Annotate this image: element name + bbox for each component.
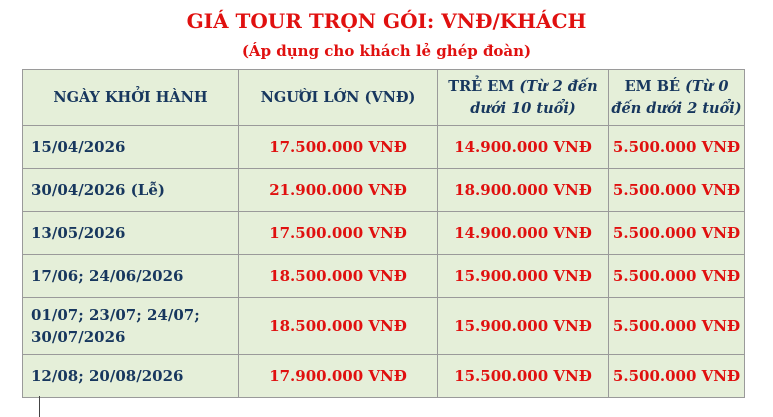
column-header-child-label: TRẺ EM (448, 77, 515, 95)
baby-price-cell: 5.500.000 VNĐ (609, 126, 745, 169)
page-subtitle: (Áp dụng cho khách lẻ ghép đoàn) (241, 42, 532, 60)
departure-date-cell: 30/04/2026 (Lễ) (23, 169, 239, 212)
price-table (22, 69, 745, 398)
page-title: GIÁ TOUR TRỌN GÓI: VNĐ/KHÁCH (186, 9, 587, 33)
child-price-cell: 14.900.000 VNĐ (438, 126, 609, 169)
table-row (23, 298, 745, 355)
table-row (23, 355, 745, 398)
baby-price-cell: 5.500.000 VNĐ (609, 355, 745, 398)
table-row (23, 126, 745, 169)
child-price-cell: 14.900.000 VNĐ (438, 212, 609, 255)
column-header-baby-label: EM BÉ (624, 77, 681, 95)
child-price-cell: 15.900.000 VNĐ (438, 298, 609, 355)
column-header-baby-note: (Từ 0 đến dưới 2 tuổi) (611, 77, 742, 117)
table-row (23, 255, 745, 298)
departure-date-cell: 17/06; 24/06/2026 (23, 255, 239, 298)
adult-price-cell: 17.900.000 VNĐ (239, 355, 438, 398)
column-header-date-label: NGÀY KHỞI HÀNH (53, 88, 208, 106)
column-header-date (23, 70, 239, 126)
departure-date-cell: 01/07; 23/07; 24/07; 30/07/2026 (23, 298, 239, 355)
departure-date-cell: 13/05/2026 (23, 212, 239, 255)
adult-price-cell: 18.500.000 VNĐ (239, 298, 438, 355)
column-header-child (438, 70, 609, 126)
baby-price-cell: 5.500.000 VNĐ (609, 169, 745, 212)
departure-date-cell: 12/08; 20/08/2026 (23, 355, 239, 398)
table-row (23, 169, 745, 212)
column-header-adult-label: NGƯỜI LỚN (VNĐ) (260, 88, 416, 106)
adult-price-cell: 18.500.000 VNĐ (239, 255, 438, 298)
child-price-cell: 15.900.000 VNĐ (438, 255, 609, 298)
column-header-baby (609, 70, 745, 126)
baby-price-cell: 5.500.000 VNĐ (609, 212, 745, 255)
baby-price-cell: 5.500.000 VNĐ (609, 298, 745, 355)
column-header-child-note: (Từ 2 đến dưới 10 tuổi) (470, 77, 598, 117)
child-price-cell: 15.500.000 VNĐ (438, 355, 609, 398)
column-header-adult (239, 70, 438, 126)
page-edge-line (39, 396, 40, 417)
adult-price-cell: 17.500.000 VNĐ (239, 212, 438, 255)
adult-price-cell: 17.500.000 VNĐ (239, 126, 438, 169)
baby-price-cell: 5.500.000 VNĐ (609, 255, 745, 298)
child-price-cell: 18.900.000 VNĐ (438, 169, 609, 212)
table-row (23, 212, 745, 255)
adult-price-cell: 21.900.000 VNĐ (239, 169, 438, 212)
table-header-row (23, 70, 745, 126)
departure-date-cell: 15/04/2026 (23, 126, 239, 169)
